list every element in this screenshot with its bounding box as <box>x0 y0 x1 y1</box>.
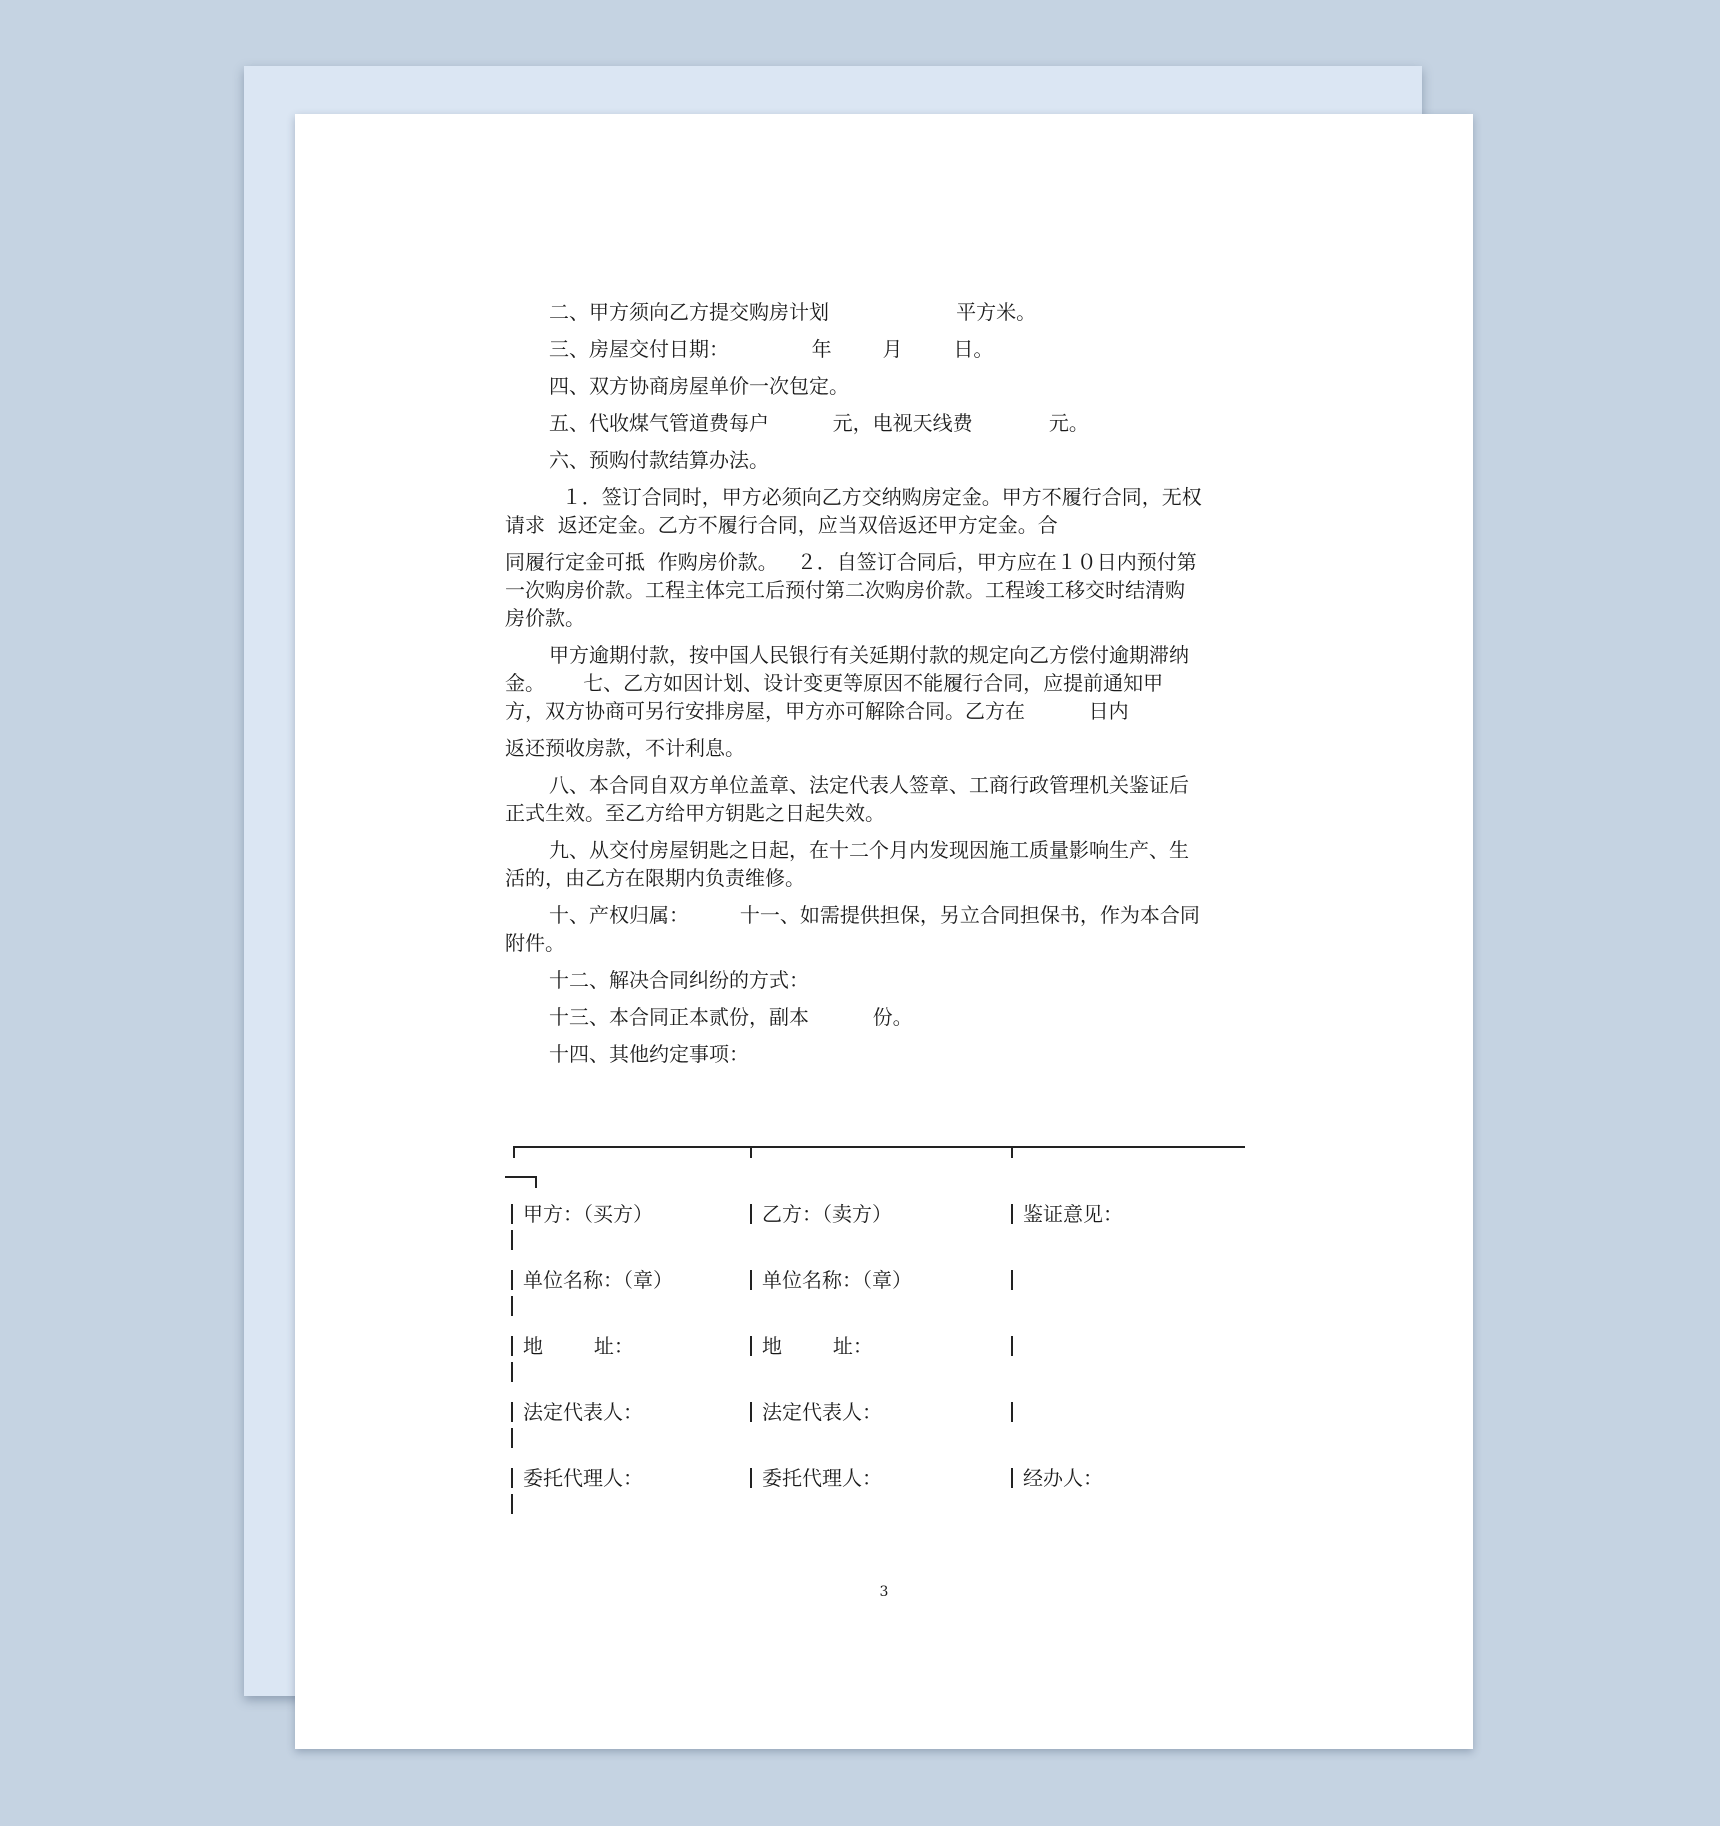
table-bar <box>511 1494 513 1514</box>
clause-6-1-line1: １．签订合同时，甲方必须向乙方交纳购房定金。甲方不履行合同，无权 <box>549 485 1202 509</box>
clause-13: 十三、本合同正本贰份，副本 份。 <box>549 1005 913 1029</box>
clause-8-line2: 正式生效。至乙方给甲方钥匙之日起失效。 <box>505 801 885 825</box>
clause-10-line1: 十、产权归属： 十一、如需提供担保，另立合同担保书，作为本合同 <box>549 903 1200 927</box>
contract-body <box>505 298 1245 1077</box>
party-a-address: 地 址： <box>523 1334 634 1358</box>
overdue-line3: 方，双方协商可另行安排房屋，甲方亦可解除合同。乙方在 日内 <box>505 699 1129 723</box>
table-bar <box>511 1204 513 1224</box>
table-bar <box>750 1402 752 1422</box>
party-b-agent: 委托代理人： <box>762 1466 882 1490</box>
party-b-label: 乙方：（卖方） <box>762 1202 892 1226</box>
clause-6: 六、预购付款结算办法。 <box>549 448 769 472</box>
clause-9-line2: 活的，由乙方在限期内负责维修。 <box>505 866 805 890</box>
table-bar <box>750 1336 752 1356</box>
table-bar <box>511 1468 513 1488</box>
overdue-line1: 甲方逾期付款，按中国人民银行有关延期付款的规定向乙方偿付逾期滞纳 <box>549 643 1189 667</box>
party-a-label: 甲方：（买方） <box>523 1202 653 1226</box>
table-bar <box>1011 1204 1013 1224</box>
clause-2: 二、甲方须向乙方提交购房计划 平方米。 <box>549 300 1037 324</box>
table-bar <box>511 1362 513 1382</box>
table-bar <box>1011 1336 1013 1356</box>
table-corner <box>505 1176 537 1188</box>
overdue-line2: 金。 七、乙方如因计划、设计变更等原因不能履行合同，应提前通知甲 <box>505 671 1164 695</box>
clause-6-2-line1: 同履行定金可抵 作购房价款。 ２．自签订合同后，甲方应在１０日内预付第 <box>505 550 1197 574</box>
clause-8-line1: 八、本合同自双方单位盖章、法定代表人签章、工商行政管理机关鉴证后 <box>549 773 1189 797</box>
document-page <box>295 114 1473 1749</box>
party-b-unit-name: 单位名称：（章） <box>762 1268 912 1292</box>
clause-10-line2: 附件。 <box>505 931 565 955</box>
party-b-address: 地 址： <box>762 1334 873 1358</box>
clause-6-2-line2: 一次购房价款。工程主体完工后预付第二次购房价款。工程竣工移交时结清购 <box>505 578 1185 602</box>
refund-line: 返还预收房款，不计利息。 <box>505 736 745 760</box>
table-bar <box>511 1230 513 1250</box>
table-bar <box>750 1468 752 1488</box>
clause-12: 十二、解决合同纠纷的方式： <box>549 968 809 992</box>
party-a-agent: 委托代理人： <box>523 1466 643 1490</box>
table-bar <box>1011 1402 1013 1422</box>
handler-label: 经办人： <box>1023 1466 1103 1490</box>
table-bar <box>750 1204 752 1224</box>
clause-4: 四、双方协商房屋单价一次包定。 <box>549 374 849 398</box>
clause-6-2-line3: 房价款。 <box>505 606 585 630</box>
table-tick <box>750 1146 752 1158</box>
table-bar <box>1011 1468 1013 1488</box>
table-bar <box>511 1270 513 1290</box>
table-tick <box>1011 1146 1013 1158</box>
verification-label: 鉴证意见： <box>1023 1202 1123 1226</box>
clause-5: 五、代收煤气管道费每户 元，电视天线费 元。 <box>549 411 1089 435</box>
party-b-legal-rep: 法定代表人： <box>762 1400 882 1424</box>
clause-9-line1: 九、从交付房屋钥匙之日起，在十二个月内发现因施工质量影响生产、生 <box>549 838 1189 862</box>
table-bar <box>1011 1270 1013 1290</box>
table-bar <box>511 1428 513 1448</box>
party-a-legal-rep: 法定代表人： <box>523 1400 643 1424</box>
clause-14: 十四、其他约定事项： <box>549 1042 749 1066</box>
page-number: 3 <box>879 1584 889 1600</box>
table-bar <box>511 1336 513 1356</box>
table-bar <box>750 1270 752 1290</box>
party-a-unit-name: 单位名称：（章） <box>523 1268 673 1292</box>
clause-3: 三、房屋交付日期： 年 月 日。 <box>549 337 994 361</box>
table-bar <box>511 1296 513 1316</box>
signature-table <box>505 1126 1245 1506</box>
table-top-rule <box>513 1146 1245 1148</box>
clause-6-1-line2: 请求 返还定金。乙方不履行合同，应当双倍返还甲方定金。合 <box>505 513 1058 537</box>
table-bar <box>511 1402 513 1422</box>
table-tick <box>513 1146 515 1158</box>
